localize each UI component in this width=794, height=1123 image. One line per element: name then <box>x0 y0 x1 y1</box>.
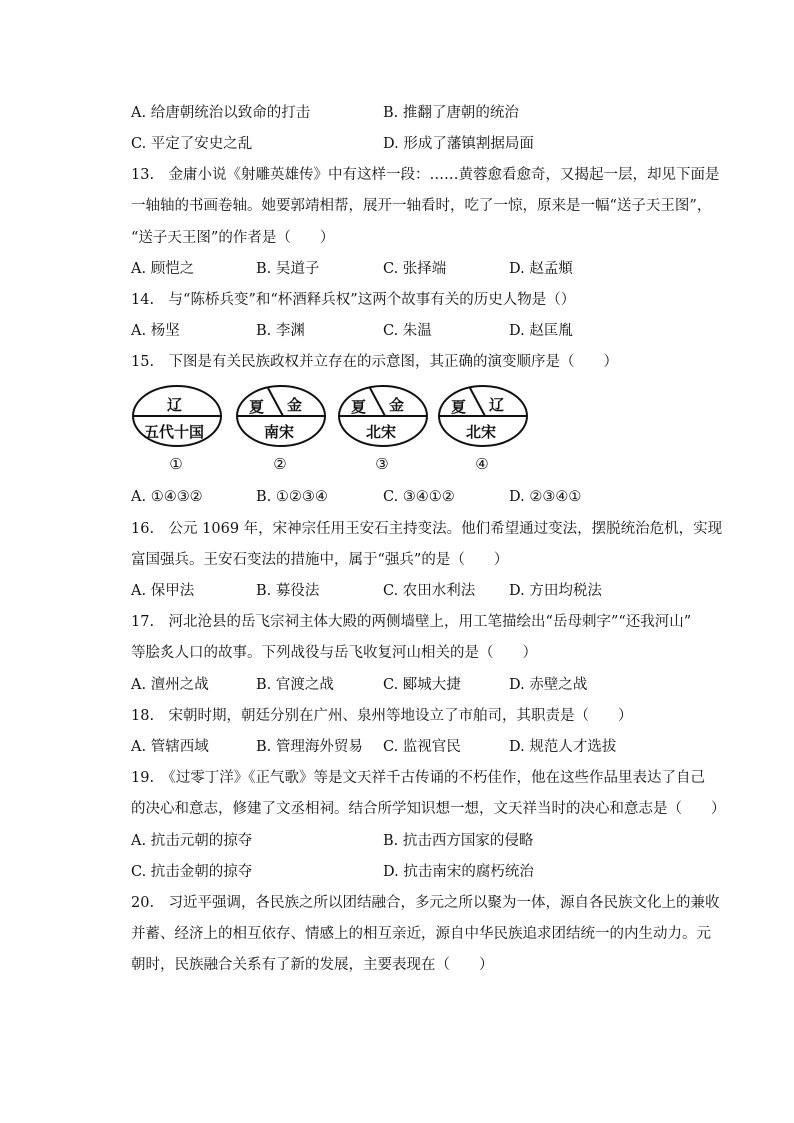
diagram-number: ① <box>169 455 183 473</box>
q19-option-a: A. 抗击元朝的掠夺 <box>131 833 253 849</box>
q20-stem-line: 并蓄、经济上的相互依存、情感上的相互亲近，源自中华民族追求团结统一的内生动力。元 <box>131 926 711 942</box>
q15-option-a: A. ①④③② <box>131 489 203 505</box>
q13-option-c: C. 张择端 <box>383 261 447 277</box>
q17-option-d: D. 赤壁之战 <box>509 677 588 693</box>
q19-option-b: B. 抗击西方国家的侵略 <box>383 833 534 849</box>
q15-option-b: B. ①②③④ <box>256 489 328 505</box>
q12-option-b: B. 推翻了唐朝的统治 <box>383 105 519 121</box>
diagram-bottom-label: 南宋 <box>264 423 295 441</box>
q20-stem-line: 20. 习近平强调，各民族之所以团结融合，多元之所以聚为一体，源自各民族文化上的兼收 <box>131 895 720 911</box>
diagram-top-left-label: 夏 <box>249 398 265 416</box>
q19-stem-line: 的决心和意志，修建了文丞相祠。结合所学知识想一想，文天祥当时的决心和意志是（ ） <box>131 801 726 817</box>
q12-option-c: C. 平定了安史之乱 <box>131 136 253 152</box>
diagram-top-left-label: 夏 <box>351 398 367 416</box>
q16-option-d: D. 方田均税法 <box>509 583 602 599</box>
diagram-top-right-label: 辽 <box>489 396 505 414</box>
q14-option-d: D. 赵匡胤 <box>509 323 573 339</box>
q13-stem-line: 13. 金庸小说《射雕英雄传》中有这样一段：……黄蓉愈看愈奇，又揭起一层，却见下面是 <box>131 167 720 183</box>
q17-option-c: C. 郾城大捷 <box>383 677 461 693</box>
diagram-top-right-label: 金 <box>287 396 303 414</box>
q14-option-a: A. 杨坚 <box>131 323 180 339</box>
regime-diagram-4 <box>437 384 529 476</box>
q17-stem-line: 17. 河北沧县的岳飞宗祠主体大殿的两侧墙壁上，用工笔描绘出“岳母刺字”“还我河山” <box>131 614 692 630</box>
regime-diagram-2 <box>235 384 327 476</box>
q12-option-a: A. 给唐朝统治以致命的打击 <box>131 105 311 121</box>
q19-option-d: D. 抗击南宋的腐朽统治 <box>383 864 534 880</box>
q15-stem-line: 15. 下图是有关民族政权并立存在的示意图，其正确的演变顺序是（ ） <box>131 354 619 370</box>
q16-stem-line: 16. 公元 1069 年，宋神宗任用王安石主持变法。他们希望通过变法，摆脱统治危机，实现 <box>131 521 723 537</box>
q14-stem-line: 14. 与“陈桥兵变”和“杯酒释兵权”这两个故事有关的历史人物是（） <box>131 292 576 308</box>
q16-option-a: A. 保甲法 <box>131 583 195 599</box>
q13-stem-line: 一轴轴的书画卷轴。她要郭靖相帮，展开一轴看时，吃了一惊，原来是一幅“送子天王图”， <box>131 198 712 214</box>
q18-option-c: C. 监视官民 <box>383 739 461 755</box>
q12-option-d: D. 形成了藩镇割据局面 <box>383 136 534 152</box>
diagram-top-label: 辽 <box>167 396 183 414</box>
q14-option-c: C. 朱温 <box>383 323 432 339</box>
q19-option-c: C. 抗击金朝的掠夺 <box>131 864 253 880</box>
diagram-bottom-label: 五代十国 <box>144 423 205 441</box>
q13-option-b: B. 吴道子 <box>256 261 320 277</box>
q18-option-d: D. 规范人才选拔 <box>509 739 617 755</box>
q13-option-d: D. 赵孟頫 <box>509 261 573 277</box>
q16-option-c: C. 农田水利法 <box>383 583 476 599</box>
diagram-number: ② <box>273 455 287 473</box>
q16-stem-line: 富国强兵。王安石变法的措施中，属于“强兵”的是（ ） <box>131 552 509 568</box>
q19-stem-line: 19. 《过零丁洋》《正气歌》等是文天祥千古传诵的不朽佳作，他在这些作品里表达了自己 <box>131 770 706 786</box>
q15-option-d: D. ②③④① <box>509 489 582 505</box>
q18-stem-line: 18. 宋朝时期，朝廷分别在广州、泉州等地设立了市舶司，其职责是（ ） <box>131 708 633 724</box>
diagram-top-left-label: 夏 <box>451 398 467 416</box>
q13-option-a: A. 顾恺之 <box>131 261 195 277</box>
q17-option-b: B. 官渡之战 <box>256 677 334 693</box>
q18-option-b: B. 管理海外贸易 <box>256 739 363 755</box>
diagram-bottom-label: 北宋 <box>466 423 497 441</box>
q14-option-b: B. 李渊 <box>256 323 305 339</box>
q17-stem-line: 等脍炙人口的故事。下列战役与岳飞收复河山相关的是（ ） <box>131 645 537 661</box>
diagram-number: ③ <box>375 455 389 473</box>
regime-diagram-3 <box>337 384 429 476</box>
q18-option-a: A. 管辖西域 <box>131 739 209 755</box>
q17-option-a: A. 澶州之战 <box>131 677 209 693</box>
diagram-bottom-label: 北宋 <box>366 423 397 441</box>
diagram-number: ④ <box>475 455 489 473</box>
regime-diagrams <box>131 384 523 476</box>
regime-diagram-1 <box>131 384 223 476</box>
q15-option-c: C. ③④①② <box>383 489 455 505</box>
diagram-top-right-label: 金 <box>389 396 405 414</box>
q16-option-b: B. 募役法 <box>256 583 320 599</box>
q13-stem-line: “送子天王图”的作者是（ ） <box>131 230 335 246</box>
q20-stem-line: 朝时，民族融合关系有了新的发展，主要表现在（ ） <box>131 957 494 973</box>
